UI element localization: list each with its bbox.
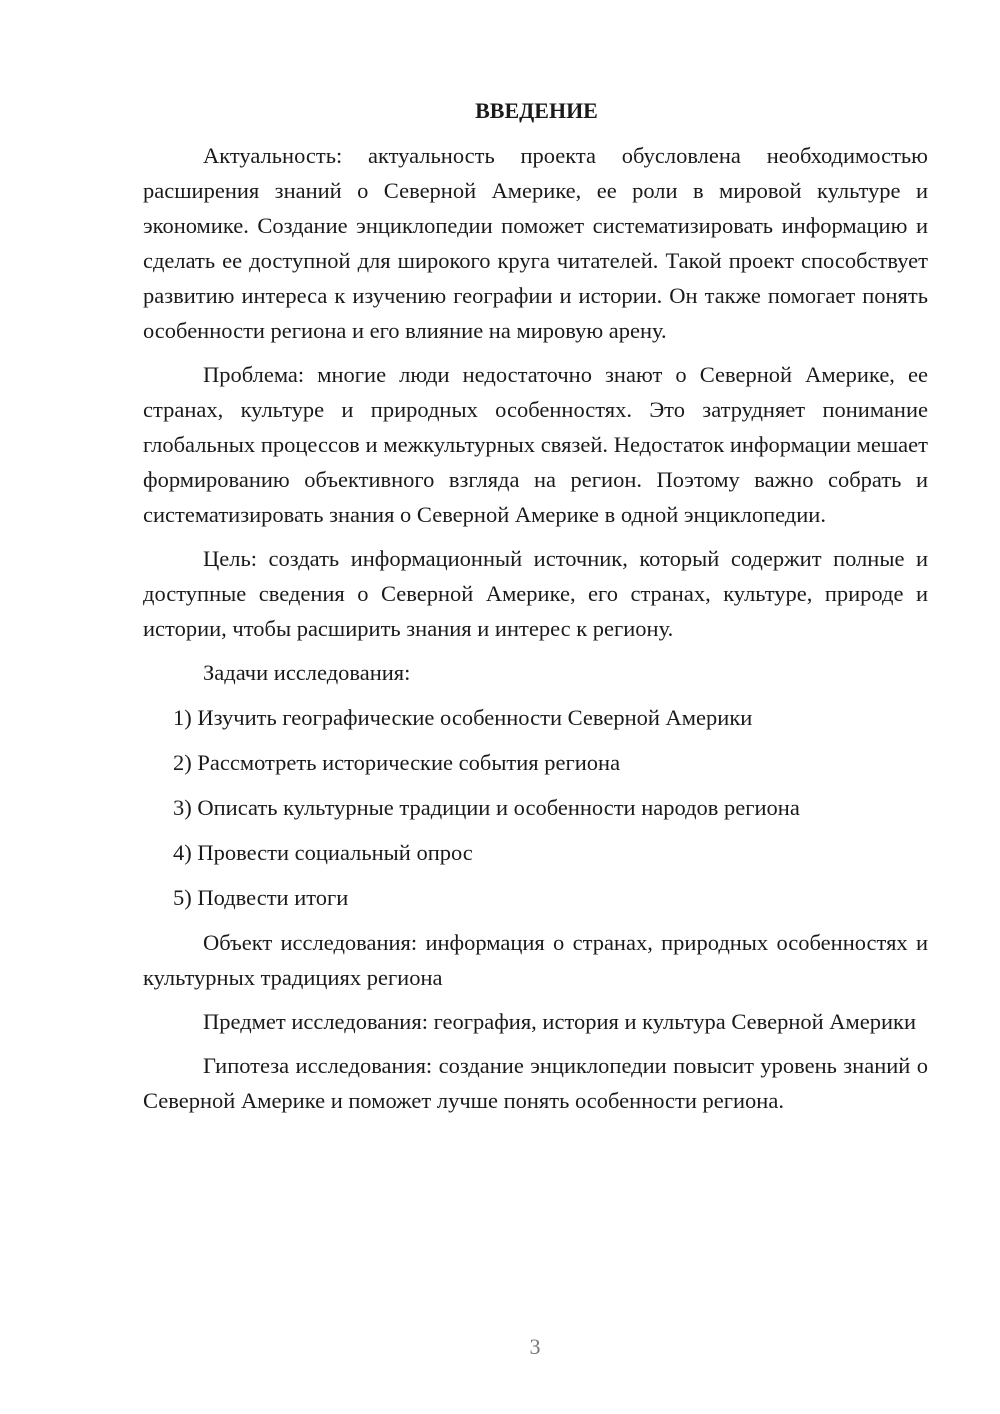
tasks-heading: Задачи исследования:	[203, 660, 411, 685]
list-item: 1) Изучить географические особенности Северной Америки	[173, 705, 753, 730]
list-item: 5) Подвести итоги	[173, 885, 349, 910]
object-paragraph: Объект исследования: информация о странах, природных особенностях и культурных традициях региона	[143, 930, 928, 990]
list-item: 2) Рассмотреть исторические события региона	[173, 750, 621, 775]
task-list	[143, 700, 928, 915]
hypothesis-paragraph: Гипотеза исследования: создание энциклопедии повысит уровень знаний о Северной Америке и поможет лучше понять особенности региона.	[143, 1053, 928, 1113]
list-item: 3) Описать культурные традиции и особенности народов региона	[173, 795, 800, 820]
page-content	[143, 96, 928, 1127]
relevance-paragraph: Актуальность: актуальность проекта обусловлена необходимостью расширения знаний о Северной Америке, ее роли в мировой культуре и экономике. Создание энциклопедии поможет систематизировать информацию и сделать ее доступной для широкого круга читателей. Такой проект способствует развитию интереса к изучению географии и истории. Он также помогает понять особенности региона и его влияние на мировую арену.	[143, 143, 928, 343]
page-title: ВВЕДЕНИЕ	[475, 98, 598, 123]
subject-paragraph: Предмет исследования: география, история и культура Северной Америки	[203, 1009, 917, 1034]
list-item: 4) Провести социальный опрос	[173, 840, 473, 865]
page-number: 3	[529, 1334, 541, 1359]
goal-paragraph: Цель: создать информационный источник, который содержит полные и доступные сведения о Северной Америке, его странах, культуре, природе и истории, чтобы расширить знания и интерес к региону.	[143, 546, 928, 641]
problem-paragraph: Проблема: многие люди недостаточно знают о Северной Америке, ее странах, культуре и природных особенностях. Это затрудняет понимание глобальных процессов и межкультурных связей. Недостаток информации мешает формированию объективного взгляда на регион. Поэтому важно собрать и систематизировать знания о Северной Америке в одной энциклопедии.	[143, 362, 928, 527]
